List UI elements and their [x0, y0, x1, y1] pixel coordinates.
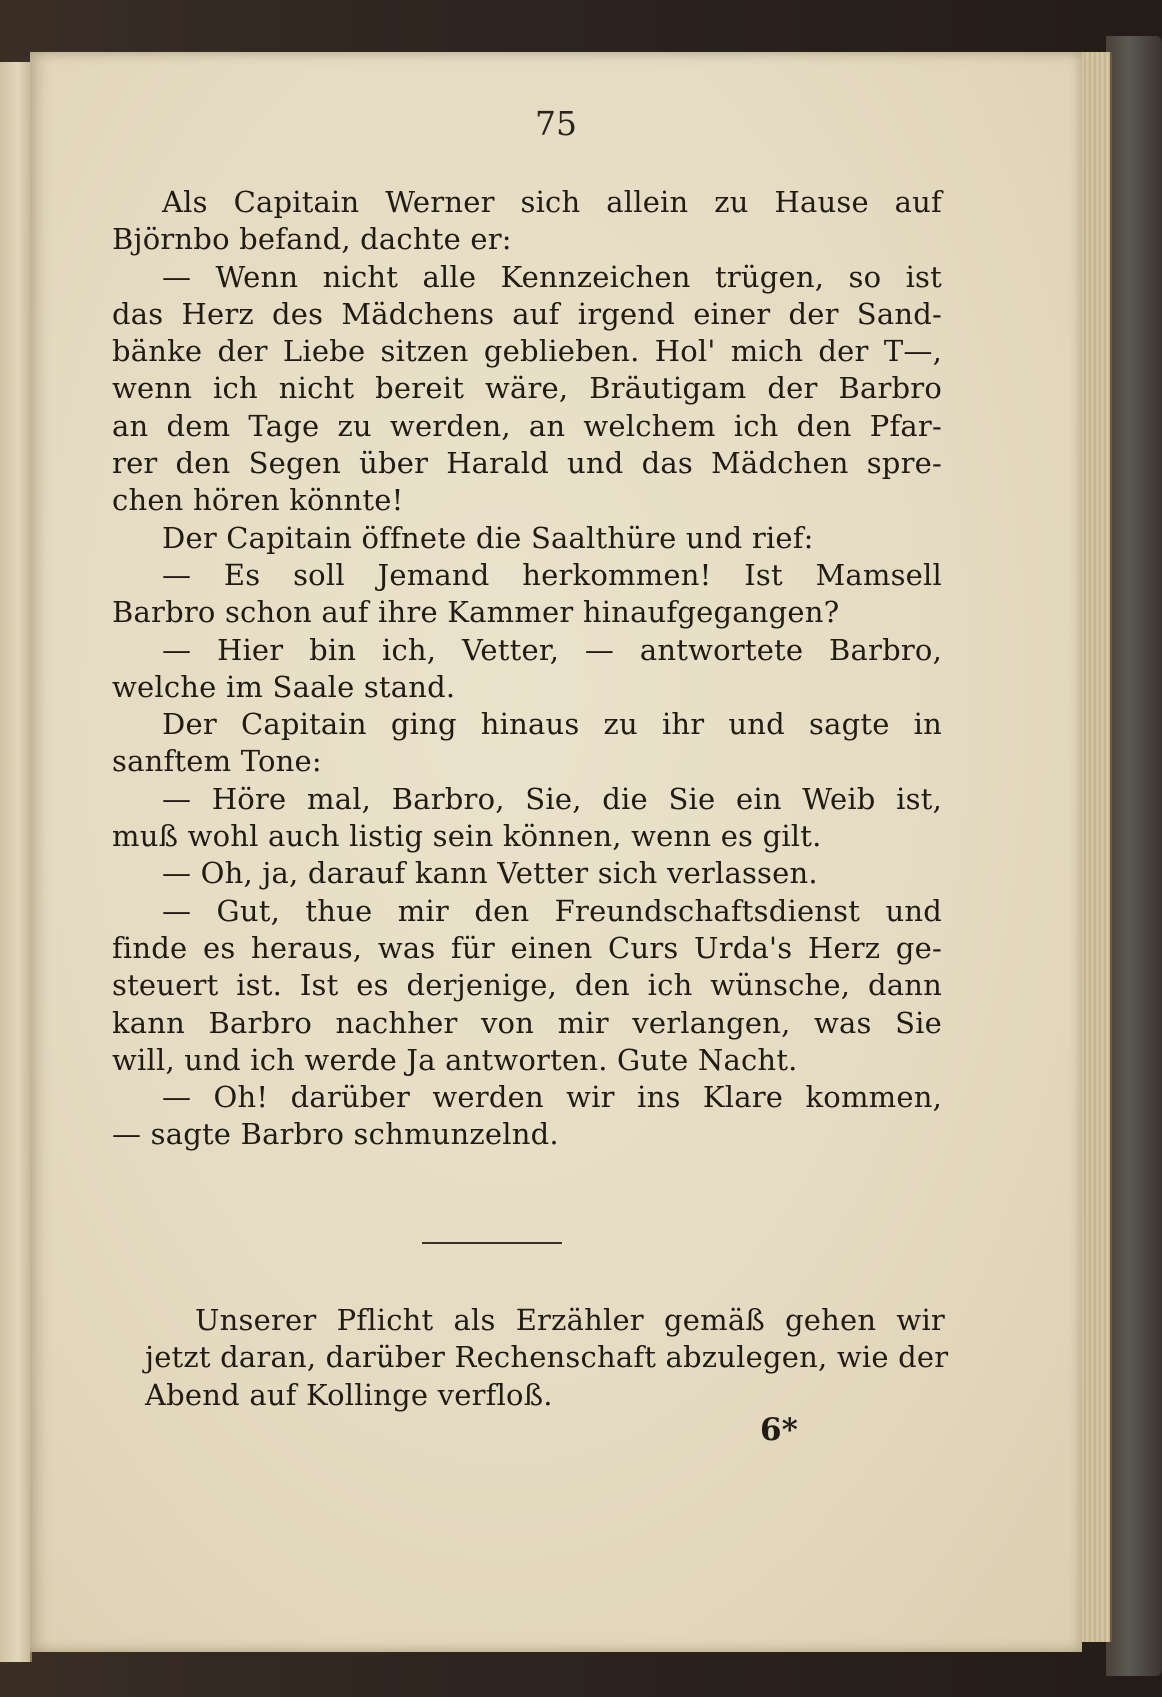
text-line: — Wenn nicht alle Kennzeichen trügen, so ist	[162, 259, 942, 294]
text-line: jetzt daran, darüber Rechenschaft abzulegen, wie der	[145, 1340, 949, 1375]
text-line: muß wohl auch listig sein können, wenn es gilt.	[112, 819, 822, 854]
main-text-block	[112, 184, 942, 1154]
printer-signature-mark: 6*	[760, 1412, 798, 1448]
book-page	[30, 52, 1082, 1652]
text-line: an dem Tage zu werden, an welchem ich den Pfar-	[112, 408, 942, 443]
text-line: — Oh! darüber werden wir ins Klare kommen,	[162, 1080, 942, 1115]
text-line: steuert ist. Ist es derjenige, den ich wünsche, dann	[112, 968, 942, 1003]
text-line: — Es soll Jemand herkommen! Ist Mamsell	[162, 557, 942, 592]
text-line: — Höre mal, Barbro, Sie, die Sie ein Weib ist,	[162, 781, 942, 816]
text-line: rer den Segen über Harald und das Mädchen spre-	[112, 446, 942, 481]
text-line: das Herz des Mädchens auf irgend einer der Sand-	[112, 296, 942, 331]
text-line: Abend auf Kollinge verfloß.	[145, 1377, 553, 1412]
closing-text-block	[145, 1302, 949, 1414]
text-line: — Hier bin ich, Vetter, — antwortete Barbro,	[162, 632, 942, 667]
text-line: Der Capitain ging hinaus zu ihr und sagte in	[162, 707, 942, 742]
text-line: welche im Saale stand.	[112, 669, 456, 704]
page-stack-edges	[1082, 52, 1112, 1642]
text-line: Barbro schon auf ihre Kammer hinaufgegangen?	[112, 595, 840, 630]
text-line: Der Capitain öffnete die Saalthüre und rief:	[162, 520, 814, 555]
text-line: Unserer Pflicht als Erzähler gemäß gehen wir	[195, 1303, 945, 1337]
text-line: finde es heraus, was für einen Curs Urda's Herz ge-	[112, 930, 942, 965]
page-number: 75	[535, 104, 577, 143]
text-line: kann Barbro nachher von mir verlangen, was Sie	[112, 1005, 942, 1040]
text-line: will, und ich werde Ja antworten. Gute Nacht.	[112, 1042, 798, 1077]
text-line: Als Capitain Werner sich allein zu Hause auf	[162, 185, 942, 219]
section-separator	[422, 1242, 562, 1244]
text-line: bänke der Liebe sitzen geblieben. Hol' mich der T—,	[112, 334, 942, 369]
text-line: chen hören könnte!	[112, 483, 404, 518]
text-line: — Oh, ja, darauf kann Vetter sich verlassen.	[162, 856, 818, 891]
book-cover-edge	[1106, 36, 1162, 1676]
facing-page-edge	[0, 62, 32, 1662]
text-line: — sagte Barbro schmunzelnd.	[112, 1117, 559, 1152]
text-line: — Gut, thue mir den Freundschaftsdienst und	[162, 893, 942, 928]
text-line: wenn ich nicht bereit wäre, Bräutigam der Barbro	[112, 371, 942, 406]
text-line: Björnbo befand, dachte er:	[112, 222, 512, 257]
text-line: sanftem Tone:	[112, 744, 322, 779]
